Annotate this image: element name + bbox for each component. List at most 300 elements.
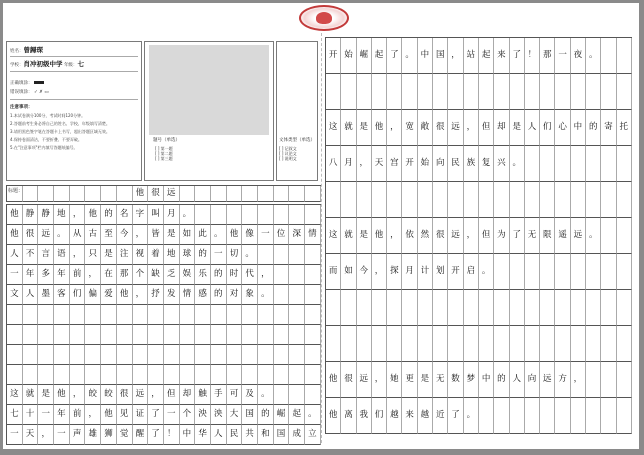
grid-cell [305, 325, 321, 345]
grid-cell: 而 [326, 254, 341, 290]
grid-cell: 皎 [101, 385, 117, 405]
grid-cell: 华 [195, 425, 211, 445]
grid-cell [540, 182, 555, 218]
grid-cell: 一 [555, 38, 570, 74]
grid-cell: 来 [494, 38, 509, 74]
grid-cell: 寄 [601, 110, 616, 146]
grid-cell [54, 305, 70, 325]
grid-cell [586, 326, 601, 362]
grid-cell: 切 [227, 245, 243, 265]
grid-cell: 他 [101, 405, 117, 425]
grid-cell [601, 182, 616, 218]
grid-cell [433, 290, 448, 326]
grid-cell: 一 [38, 405, 54, 425]
grid-cell: 始 [341, 38, 356, 74]
grid-cell [586, 398, 601, 434]
grid-cell: 向 [433, 146, 448, 182]
grid-cell: 象 [242, 285, 258, 305]
grid-cell [494, 326, 509, 362]
grid-cell [54, 365, 70, 385]
grid-cell: 民 [448, 146, 463, 182]
grid-cell: ， [133, 285, 149, 305]
grid-cell [54, 325, 70, 345]
grid-cell: 七 [7, 405, 23, 425]
grid-cell [479, 182, 494, 218]
grid-cell: 近 [433, 398, 448, 434]
grid-cell: 。 [258, 385, 274, 405]
grid-cell: 今 [357, 254, 372, 290]
title-cell [305, 186, 321, 202]
grid-cell: 的 [101, 205, 117, 225]
genre-option[interactable]: [ ] 记叙文 [279, 146, 297, 151]
grid-cell: 他 [372, 218, 387, 254]
grid-cell: 启 [464, 254, 479, 290]
grid-cell: 狮 [101, 425, 117, 445]
grid-cell: 位 [274, 225, 290, 245]
grid-cell: 他 [372, 110, 387, 146]
question-option[interactable]: [ ] 第一题 [155, 146, 173, 151]
grid-cell: ， [448, 38, 463, 74]
grid-cell [464, 74, 479, 110]
grid-cell: 墨 [38, 285, 54, 305]
grid-cell: 静 [38, 205, 54, 225]
grid-cell: 始 [418, 146, 433, 182]
grid-cell [372, 74, 387, 110]
grid-cell [387, 74, 402, 110]
grid-cell [433, 74, 448, 110]
grid-cell: 娱 [180, 265, 196, 285]
name-row [10, 45, 43, 54]
grid-cell: 字 [133, 205, 149, 225]
grid-cell: 。 [258, 285, 274, 305]
grid-cell [23, 365, 39, 385]
note-item: 4.保持卷面清洁，不要折叠、不要弄破。 [10, 137, 82, 142]
grid-cell: 。 [211, 225, 227, 245]
question-option[interactable]: [ ] 第三题 [155, 156, 173, 161]
grid-cell: 然 [418, 218, 433, 254]
grid-cell: 远 [540, 362, 555, 398]
grid-cell: 地 [164, 245, 180, 265]
grid-cell: ， [85, 405, 101, 425]
grid-cell: 雄 [85, 425, 101, 445]
grid-cell [571, 74, 586, 110]
grid-cell: 他 [326, 362, 341, 398]
grid-cell [195, 205, 211, 225]
grid-cell: 这 [7, 385, 23, 405]
grid-cell: 年 [23, 265, 39, 285]
grid-cell: 如 [180, 225, 196, 245]
grid-cell [274, 325, 290, 345]
student-info-panel [6, 41, 142, 181]
grid-cell [601, 254, 616, 290]
grid-cell [601, 362, 616, 398]
grid-cell [617, 290, 632, 326]
title-label: 标题： [8, 188, 24, 194]
grid-cell: 他 [54, 385, 70, 405]
grid-cell: 更 [402, 362, 417, 398]
grid-cell: ， [133, 225, 149, 245]
grid-cell: 一 [7, 425, 23, 445]
title-cell [23, 186, 39, 202]
grid-cell [418, 326, 433, 362]
grid-cell: 向 [525, 362, 540, 398]
grid-cell [23, 325, 39, 345]
grid-cell: 那 [117, 265, 133, 285]
grid-cell [571, 326, 586, 362]
grid-cell [305, 265, 321, 285]
grid-cell: 触 [195, 385, 211, 405]
grid-cell [38, 325, 54, 345]
grid-cell [402, 182, 417, 218]
grid-cell: 情 [180, 285, 196, 305]
grid-cell: 她 [387, 362, 402, 398]
grid-cell [525, 290, 540, 326]
grid-cell: 无 [525, 218, 540, 254]
grid-cell [117, 325, 133, 345]
grid-cell [85, 305, 101, 325]
genre-label: 文体类型（单选） [279, 138, 315, 143]
grid-cell [448, 290, 463, 326]
title-cell [38, 186, 54, 202]
divider [10, 56, 138, 57]
grid-cell [305, 245, 321, 265]
question-number-label: 题号（单选） [153, 138, 180, 143]
grid-cell: 证 [133, 405, 149, 425]
grid-cell [133, 365, 149, 385]
notes-title: 注意事项： [10, 105, 33, 110]
grid-cell [586, 254, 601, 290]
grid-cell: 发 [164, 285, 180, 305]
grid-cell [85, 345, 101, 365]
divider [10, 71, 138, 72]
grid-cell [85, 325, 101, 345]
grid-cell: 年 [54, 405, 70, 425]
grid-cell: 探 [387, 254, 402, 290]
grid-cell: 离 [341, 398, 356, 434]
grid-cell: ， [70, 245, 86, 265]
grid-cell [617, 398, 632, 434]
grid-cell [7, 345, 23, 365]
grid-cell [540, 398, 555, 434]
grid-cell [601, 218, 616, 254]
grid-cell: 多 [38, 265, 54, 285]
grid-cell: 声 [70, 425, 86, 445]
grid-cell: 国 [242, 405, 258, 425]
note-item: 5.在"注意事项"栏内填写答题纸编号。 [10, 145, 78, 150]
grid-cell: 是 [101, 245, 117, 265]
grid-cell [211, 345, 227, 365]
grid-cell [227, 325, 243, 345]
grid-cell: 前 [70, 265, 86, 285]
grid-cell [418, 74, 433, 110]
grid-cell: 开 [402, 146, 417, 182]
grid-cell [571, 398, 586, 434]
grid-cell: 依 [402, 218, 417, 254]
grid-cell: 了 [510, 218, 525, 254]
grid-cell: 崛 [274, 405, 290, 425]
grid-cell [7, 365, 23, 385]
grid-cell [494, 290, 509, 326]
grid-cell: ， [38, 425, 54, 445]
grid-cell: 个 [133, 265, 149, 285]
grid-cell: 像 [242, 225, 258, 245]
grid-cell [479, 326, 494, 362]
grid-cell: 越 [387, 398, 402, 434]
grid-cell [274, 285, 290, 305]
grid-cell [70, 325, 86, 345]
grid-cell: 他 [7, 225, 23, 245]
school-row [10, 59, 84, 68]
grid-cell: 起 [372, 38, 387, 74]
grid-cell [7, 305, 23, 325]
grid-cell: 了 [510, 38, 525, 74]
grid-cell [571, 254, 586, 290]
question-option[interactable]: [ ] 第二题 [155, 151, 173, 156]
grid-cell: 今 [117, 225, 133, 245]
grid-cell [387, 182, 402, 218]
title-cell: 他 [133, 186, 149, 202]
grid-cell: 很 [433, 110, 448, 146]
grid-cell: 远 [133, 385, 149, 405]
grid-cell [617, 362, 632, 398]
grid-cell [494, 182, 509, 218]
title-cell [211, 186, 227, 202]
title-cell: 很 [148, 186, 164, 202]
grid-cell: 就 [341, 110, 356, 146]
grid-cell [418, 182, 433, 218]
grid-cell [555, 398, 570, 434]
genre-option[interactable]: [ ] 议论文 [279, 151, 297, 156]
title-cell [85, 186, 101, 202]
grid-cell [180, 325, 196, 345]
grid-cell [242, 325, 258, 345]
grid-cell: 兴 [494, 146, 509, 182]
grid-cell: 客 [54, 285, 70, 305]
grid-cell: 立 [305, 425, 321, 445]
grid-cell: 。 [464, 398, 479, 434]
grid-cell [164, 305, 180, 325]
grid-cell: 复 [479, 146, 494, 182]
grid-cell [289, 325, 305, 345]
grid-cell [479, 398, 494, 434]
grid-cell [525, 254, 540, 290]
grid-cell: 心 [555, 110, 570, 146]
grid-cell: 数 [448, 362, 463, 398]
grid-cell [180, 365, 196, 385]
grid-cell [70, 305, 86, 325]
grid-cell: 就 [23, 385, 39, 405]
grid-cell [227, 345, 243, 365]
grid-cell: 只 [85, 245, 101, 265]
title-cell [7, 186, 23, 202]
grid-cell: 的 [494, 362, 509, 398]
grid-cell: 对 [227, 285, 243, 305]
grade-label: 年级： [63, 63, 78, 68]
grid-cell [479, 74, 494, 110]
grid-cell: 但 [479, 218, 494, 254]
grid-cell: 。 [510, 146, 525, 182]
grid-cell: 起 [289, 405, 305, 425]
grid-cell: 我 [357, 398, 372, 434]
grid-cell [38, 305, 54, 325]
grid-cell [357, 74, 372, 110]
grid-cell [601, 146, 616, 182]
grid-cell [117, 365, 133, 385]
grid-cell [211, 305, 227, 325]
grid-cell: 人 [23, 285, 39, 305]
grid-cell [289, 205, 305, 225]
grid-cell [555, 290, 570, 326]
grid-cell [258, 365, 274, 385]
grid-cell [305, 365, 321, 385]
grid-cell: 远 [357, 362, 372, 398]
grid-cell [274, 305, 290, 325]
grid-cell: 很 [117, 385, 133, 405]
school-seal-logo [299, 5, 349, 31]
grid-cell [305, 305, 321, 325]
grid-cell [133, 325, 149, 345]
grid-cell: 中 [571, 110, 586, 146]
barcode-panel [144, 41, 274, 181]
barcode-area [149, 45, 269, 135]
grid-cell [494, 398, 509, 434]
grid-cell: 前 [70, 405, 86, 425]
grid-cell: 是 [510, 110, 525, 146]
grid-cell [289, 245, 305, 265]
grid-cell: 。 [54, 225, 70, 245]
grid-cell [555, 326, 570, 362]
grid-cell [274, 265, 290, 285]
grid-cell [448, 74, 463, 110]
grid-cell [326, 74, 341, 110]
grid-cell [70, 365, 86, 385]
grid-cell: 中 [479, 362, 494, 398]
grid-cell: 计 [418, 254, 433, 290]
grid-cell [242, 365, 258, 385]
grid-cell: 他 [326, 398, 341, 434]
grid-cell [227, 205, 243, 225]
genre-option[interactable]: [ ] 说明文 [279, 156, 297, 161]
grid-cell: 宫 [387, 146, 402, 182]
grid-cell [464, 290, 479, 326]
grid-cell [402, 74, 417, 110]
grid-cell [101, 345, 117, 365]
grid-cell [258, 345, 274, 365]
grid-cell: 们 [372, 398, 387, 434]
grid-cell: ！ [525, 38, 540, 74]
grid-cell: 。 [586, 38, 601, 74]
grid-cell: 但 [164, 385, 180, 405]
grid-cell: 。 [402, 38, 417, 74]
student-name: 曾歸琛 [23, 46, 43, 54]
grid-cell: 视 [133, 245, 149, 265]
grid-cell: 手 [211, 385, 227, 405]
grid-cell [571, 146, 586, 182]
grid-cell [195, 345, 211, 365]
grid-cell [23, 305, 39, 325]
grid-cell: 此 [195, 225, 211, 245]
grid-cell [418, 290, 433, 326]
grid-cell [341, 74, 356, 110]
grid-cell [258, 205, 274, 225]
grid-cell [402, 326, 417, 362]
grid-cell [274, 365, 290, 385]
grid-cell: 他 [227, 225, 243, 245]
grid-cell: 乐 [195, 265, 211, 285]
grid-cell: 文 [7, 285, 23, 305]
grid-cell [494, 254, 509, 290]
grid-cell [326, 326, 341, 362]
grid-cell: 一 [54, 425, 70, 445]
grid-cell: 他 [117, 285, 133, 305]
grid-cell [164, 345, 180, 365]
title-cell [195, 186, 211, 202]
grid-cell [274, 205, 290, 225]
grid-cell [540, 326, 555, 362]
grid-cell [402, 290, 417, 326]
grid-cell [148, 325, 164, 345]
grid-cell [341, 326, 356, 362]
grid-cell [180, 305, 196, 325]
grid-cell [38, 345, 54, 365]
grid-cell [148, 305, 164, 325]
grid-cell: 梦 [464, 362, 479, 398]
grid-cell: 一 [164, 405, 180, 425]
wrong-fill-row [10, 89, 49, 95]
grid-cell: 是 [357, 110, 372, 146]
grid-cell [274, 345, 290, 365]
grid-cell [133, 305, 149, 325]
grid-cell: 醒 [133, 425, 149, 445]
grid-cell: 远 [571, 218, 586, 254]
grid-cell: 。 [586, 218, 601, 254]
filled-mark-icon [34, 81, 44, 84]
grid-cell: 夜 [571, 38, 586, 74]
grid-cell [289, 305, 305, 325]
grid-cell: 们 [70, 285, 86, 305]
grid-cell [148, 365, 164, 385]
grid-cell: 成 [289, 425, 305, 445]
grid-cell: 注 [117, 245, 133, 265]
grid-cell: 很 [341, 362, 356, 398]
grid-cell [586, 290, 601, 326]
grid-cell [195, 365, 211, 385]
grid-cell: 中 [180, 425, 196, 445]
grid-cell [586, 146, 601, 182]
grid-cell: ， [258, 265, 274, 285]
name-label: 姓名： [10, 49, 24, 54]
grid-cell [7, 325, 23, 345]
grid-cell [540, 74, 555, 110]
grid-cell [525, 146, 540, 182]
grid-cell [525, 326, 540, 362]
grid-cell: 他 [7, 205, 23, 225]
grid-cell [617, 218, 632, 254]
grid-cell: 球 [180, 245, 196, 265]
grid-cell: 站 [464, 38, 479, 74]
grid-cell [510, 182, 525, 218]
title-cell [54, 186, 70, 202]
grid-cell [525, 398, 540, 434]
essay-grid-right [325, 37, 632, 434]
grid-cell: 至 [101, 225, 117, 245]
grid-cell: 人 [7, 245, 23, 265]
grid-cell [586, 182, 601, 218]
grid-cell: ， [148, 385, 164, 405]
grid-cell: 泱 [211, 405, 227, 425]
grid-cell: 十 [23, 405, 39, 425]
grid-cell: 是 [418, 362, 433, 398]
